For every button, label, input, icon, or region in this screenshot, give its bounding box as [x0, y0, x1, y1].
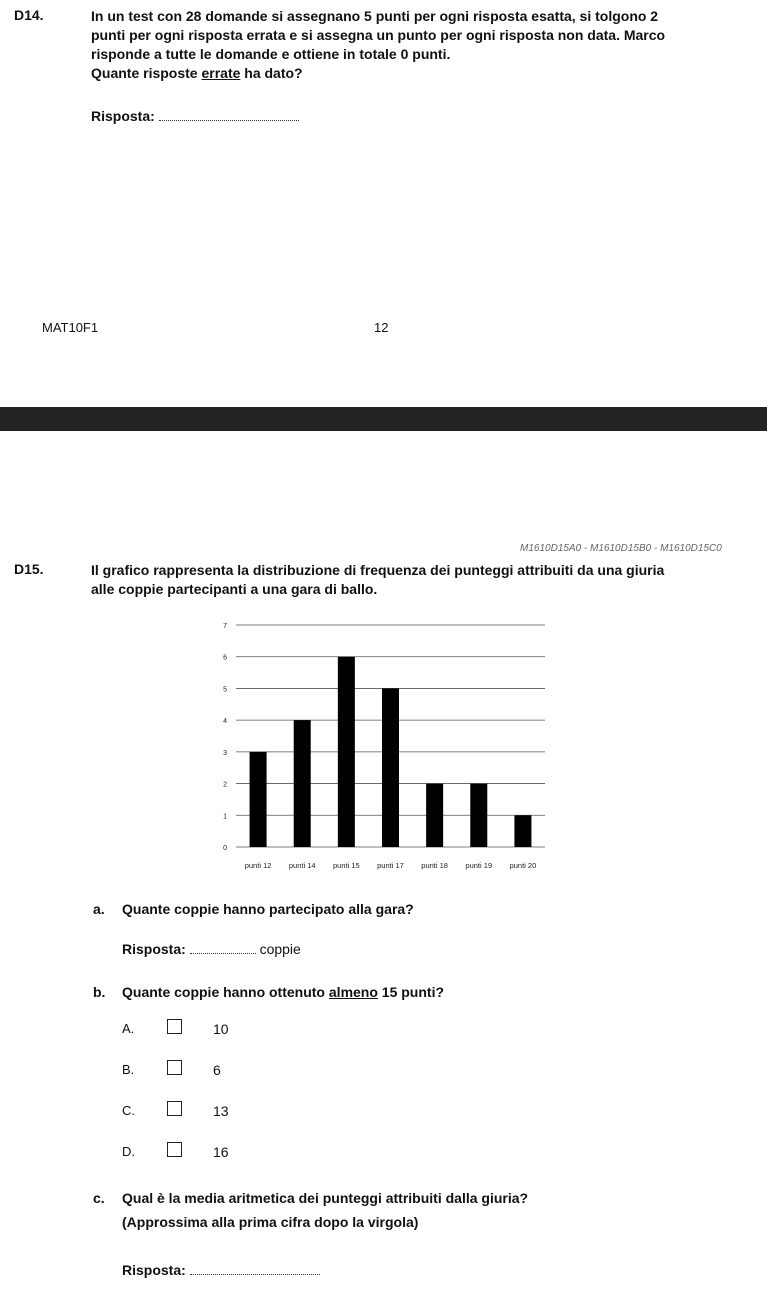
x-tick-label: punti 19: [465, 861, 493, 870]
checkbox-option-c[interactable]: [167, 1101, 182, 1116]
subquestion-a-text: Quante coppie hanno partecipato alla gara?: [122, 901, 414, 917]
y-tick-label: 4: [223, 718, 227, 726]
x-tick-label: punti 12: [244, 861, 272, 870]
option-a[interactable]: [122, 1019, 322, 1045]
page-number: 12: [374, 320, 389, 335]
option-value: 10: [213, 1021, 229, 1037]
question-text-d14: [91, 7, 731, 83]
x-tick-label: punti 15: [333, 861, 360, 870]
option-letter: A.: [122, 1021, 135, 1036]
bar: [294, 720, 311, 847]
subquestion-b-emphasis: almeno: [328, 984, 378, 1000]
option-c[interactable]: [122, 1101, 322, 1127]
answer-row-c: [122, 1262, 320, 1278]
answer-blank-c[interactable]: [190, 1262, 320, 1275]
question-prompt: [91, 64, 731, 83]
question-line: punti per ogni risposta errata e si assegna un punto per ogni risposta non data. Marco: [91, 27, 666, 43]
bar: [250, 752, 267, 847]
subquestion-c-letter: c.: [93, 1190, 105, 1206]
question-prompt-post: ha dato?: [240, 65, 303, 81]
subquestion-b-post: 15 punti?: [377, 984, 445, 1000]
option-value: 13: [213, 1103, 229, 1119]
x-tick-label: punti 17: [377, 861, 404, 870]
bar: [470, 784, 487, 847]
page-separator: [0, 407, 767, 431]
booklet-code: MAT10F1: [42, 320, 99, 335]
answer-label: Risposta:: [122, 941, 186, 957]
y-tick-label: 0: [223, 845, 227, 852]
option-value: 6: [213, 1062, 221, 1078]
answer-label: Risposta:: [122, 1262, 186, 1278]
answer-row-d14: [91, 108, 299, 124]
bar: [514, 815, 531, 847]
question-number-d14: D14.: [14, 7, 44, 23]
y-tick-label: 3: [223, 749, 227, 757]
question-line: alle coppie partecipanti a una gara di ballo.: [91, 581, 378, 597]
answer-blank-a[interactable]: [190, 941, 256, 954]
answer-unit: coppie: [259, 941, 301, 957]
bar: [426, 784, 443, 847]
question-line: In un test con 28 domande si assegnano 5 punti per ogni risposta esatta, si tolgono 2: [91, 8, 659, 24]
option-value: 16: [213, 1144, 229, 1160]
question-text-d15: [91, 561, 731, 599]
y-tick-label: 6: [223, 654, 227, 662]
checkbox-option-b[interactable]: [167, 1060, 182, 1075]
option-b[interactable]: [122, 1060, 322, 1086]
subquestion-a-letter: a.: [93, 901, 105, 917]
question-line: Il grafico rappresenta la distribuzione di frequenza dei punteggi attribuiti da una giuria: [91, 562, 665, 578]
option-letter: C.: [122, 1103, 135, 1118]
x-tick-label: punti 14: [288, 861, 316, 870]
bar: [338, 657, 355, 847]
answer-label: Risposta:: [91, 108, 155, 124]
question-number-d15: D15.: [14, 561, 44, 577]
option-letter: D.: [122, 1144, 135, 1159]
subquestion-b-pre: Quante coppie hanno ottenuto: [122, 984, 329, 1000]
option-letter: B.: [122, 1062, 135, 1077]
option-d[interactable]: [122, 1142, 322, 1168]
subquestion-b-letter: b.: [93, 984, 106, 1000]
x-tick-label: punti 20: [509, 861, 537, 870]
answer-row-a: [122, 941, 301, 957]
y-tick-label: 1: [223, 813, 227, 821]
y-tick-label: 5: [223, 686, 227, 694]
question-prompt-pre: Quante risposte: [91, 65, 202, 81]
x-tick-label: punti 18: [421, 861, 448, 870]
frequency-bar-chart: [200, 615, 550, 877]
subquestion-b-text: [122, 984, 444, 1000]
question-prompt-emphasis: errate: [201, 65, 241, 81]
y-tick-label: 7: [223, 623, 227, 630]
y-tick-label: 2: [223, 781, 227, 789]
checkbox-option-d[interactable]: [167, 1142, 182, 1157]
subquestion-c-hint: (Approssima alla prima cifra dopo la virgola): [122, 1214, 419, 1230]
item-codes: M1610D15A0 - M1610D15B0 - M1610D15C0: [520, 543, 722, 554]
answer-blank[interactable]: [159, 108, 299, 121]
subquestion-c-text: Qual è la media aritmetica dei punteggi attribuiti dalla giuria?: [122, 1190, 529, 1206]
bar: [382, 688, 399, 847]
question-line: risponde a tutte le domande e ottiene in totale 0 punti.: [91, 46, 451, 62]
checkbox-option-a[interactable]: [167, 1019, 182, 1034]
